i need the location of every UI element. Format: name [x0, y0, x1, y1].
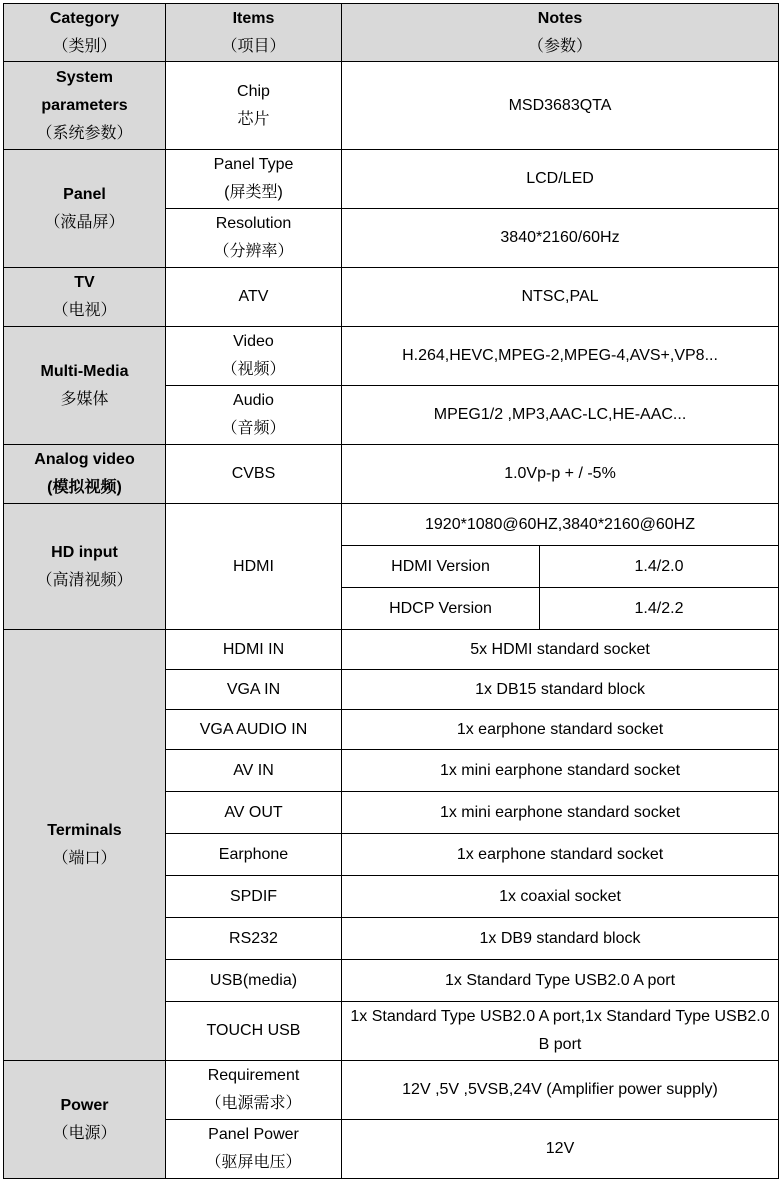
row-system: [4, 62, 779, 150]
note-terminal: 1x DB15 standard block: [342, 670, 779, 710]
row-power-requirement: [4, 1061, 779, 1120]
note-chip: MSD3683QTA: [342, 62, 779, 150]
category-system: [4, 62, 166, 150]
item-terminal: HDMI IN: [166, 630, 342, 670]
row-terminal-0: [4, 630, 779, 670]
note-panel-power: 12V: [342, 1120, 779, 1179]
item-terminal: Earphone: [166, 834, 342, 876]
note-video: H.264,HEVC,MPEG-2,MPEG-4,AVS+,VP8...: [342, 327, 779, 386]
item-hdmi: HDMI: [166, 504, 342, 630]
category-multimedia: [4, 327, 166, 445]
item-video: [166, 327, 342, 386]
note-audio: MPEG1/2 ,MP3,AAC-LC,HE-AAC...: [342, 386, 779, 445]
category-tv: [4, 268, 166, 327]
item-audio: [166, 386, 342, 445]
item-terminal: TOUCH USB: [166, 1002, 342, 1061]
category-multimedia-zh: 多媒体: [60, 390, 109, 408]
item-requirement: [166, 1061, 342, 1120]
category-system-line1: System: [56, 68, 113, 86]
note-atv: NTSC,PAL: [342, 268, 779, 327]
category-terminals-en: Terminals: [47, 822, 122, 839]
item-terminal: VGA IN: [166, 670, 342, 710]
note-panel-type: LCD/LED: [342, 150, 779, 209]
item-terminal: SPDIF: [166, 876, 342, 918]
row-panel-type: [4, 150, 779, 209]
category-panel-zh: （液晶屏）: [44, 213, 125, 231]
header-items-zh: （项目）: [221, 37, 286, 55]
row-tv: [4, 268, 779, 327]
item-panel-power: [166, 1120, 342, 1179]
category-panel: [4, 150, 166, 268]
item-terminal: RS232: [166, 918, 342, 960]
header-notes-zh: （参数）: [528, 37, 593, 55]
category-system-zh: （系统参数）: [36, 124, 133, 142]
item-terminal: AV IN: [166, 750, 342, 792]
row-analog: [4, 445, 779, 504]
category-tv-zh: （电视）: [52, 302, 117, 319]
row-hdmi: [4, 504, 779, 546]
item-video-zh: （视频）: [221, 361, 286, 378]
header-row: [4, 4, 779, 62]
item-atv: ATV: [166, 268, 342, 327]
hdmi-version-value: 1.4/2.0: [540, 546, 779, 588]
category-hd-input-zh: （高清视频）: [36, 571, 133, 589]
note-terminal: 1x coaxial socket: [342, 876, 779, 918]
item-panel-type-zh: (屏类型): [224, 184, 283, 201]
category-multimedia-en: Multi-Media: [40, 362, 129, 380]
item-resolution: [166, 209, 342, 268]
note-terminal: 5x HDMI standard socket: [342, 630, 779, 670]
item-resolution-zh: （分辨率）: [213, 243, 294, 260]
note-terminal: 1x mini earphone standard socket: [342, 792, 779, 834]
hdmi-version-label: HDMI Version: [342, 546, 540, 588]
header-notes: [342, 4, 779, 62]
note-terminal: 1x Standard Type USB2.0 A port: [342, 960, 779, 1002]
category-analog-en: Analog video: [34, 451, 135, 468]
header-category-zh: （类别）: [52, 37, 117, 55]
spec-table: [3, 3, 779, 1179]
category-hd-input: [4, 504, 166, 630]
note-terminal: 1x mini earphone standard socket: [342, 750, 779, 792]
item-panel-power-zh: （驱屏电压）: [205, 1154, 302, 1171]
item-panel-power-en: Panel Power: [208, 1126, 299, 1143]
note-resolution: 3840*2160/60Hz: [342, 209, 779, 268]
item-terminal: AV OUT: [166, 792, 342, 834]
item-panel-type: [166, 150, 342, 209]
hdcp-version-label: HDCP Version: [342, 588, 540, 630]
header-category-en: Category: [49, 9, 120, 27]
header-category: [4, 4, 166, 62]
row-video: [4, 327, 779, 386]
item-cvbs: CVBS: [166, 445, 342, 504]
item-resolution-en: Resolution: [215, 215, 292, 232]
category-panel-en: Panel: [63, 185, 106, 203]
header-items-en: Items: [232, 9, 275, 27]
item-requirement-en: Requirement: [207, 1067, 300, 1084]
header-items: [166, 4, 342, 62]
item-terminal: VGA AUDIO IN: [166, 710, 342, 750]
note-hdmi: 1920*1080@60HZ,3840*2160@60HZ: [342, 504, 779, 546]
category-analog-zh: (模拟视频): [47, 479, 122, 496]
category-system-line2: parameters: [41, 96, 128, 114]
hdcp-version-value: 1.4/2.2: [540, 588, 779, 630]
category-terminals-zh: （端口）: [52, 850, 117, 867]
note-requirement: 12V ,5V ,5VSB,24V (Amplifier power supply): [342, 1061, 779, 1120]
note-terminal: 1x earphone standard socket: [342, 834, 779, 876]
item-terminal: USB(media): [166, 960, 342, 1002]
item-video-en: Video: [233, 333, 274, 350]
item-chip-en: Chip: [237, 82, 270, 100]
category-power-en: Power: [60, 1096, 109, 1114]
category-power-zh: （电源）: [52, 1124, 117, 1142]
item-audio-zh: （音频）: [221, 420, 286, 437]
item-panel-type-en: Panel Type: [213, 156, 294, 173]
note-terminal: 1x DB9 standard block: [342, 918, 779, 960]
note-terminal: 1x earphone standard socket: [342, 710, 779, 750]
item-requirement-zh: （电源需求）: [205, 1095, 302, 1112]
category-analog: [4, 445, 166, 504]
category-tv-en: TV: [74, 274, 95, 291]
category-power: [4, 1061, 166, 1179]
note-terminal: 1x Standard Type USB2.0 A port,1x Standard Type USB2.0 B port: [342, 1002, 779, 1061]
item-audio-en: Audio: [233, 392, 274, 409]
item-chip-zh: 芯片: [237, 110, 270, 128]
spec-page: [3, 3, 779, 1179]
category-hd-input-en: HD input: [51, 543, 118, 561]
item-chip: [166, 62, 342, 150]
header-notes-en: Notes: [537, 9, 583, 27]
category-terminals: [4, 630, 166, 1061]
note-cvbs: 1.0Vp-p + / -5%: [342, 445, 779, 504]
